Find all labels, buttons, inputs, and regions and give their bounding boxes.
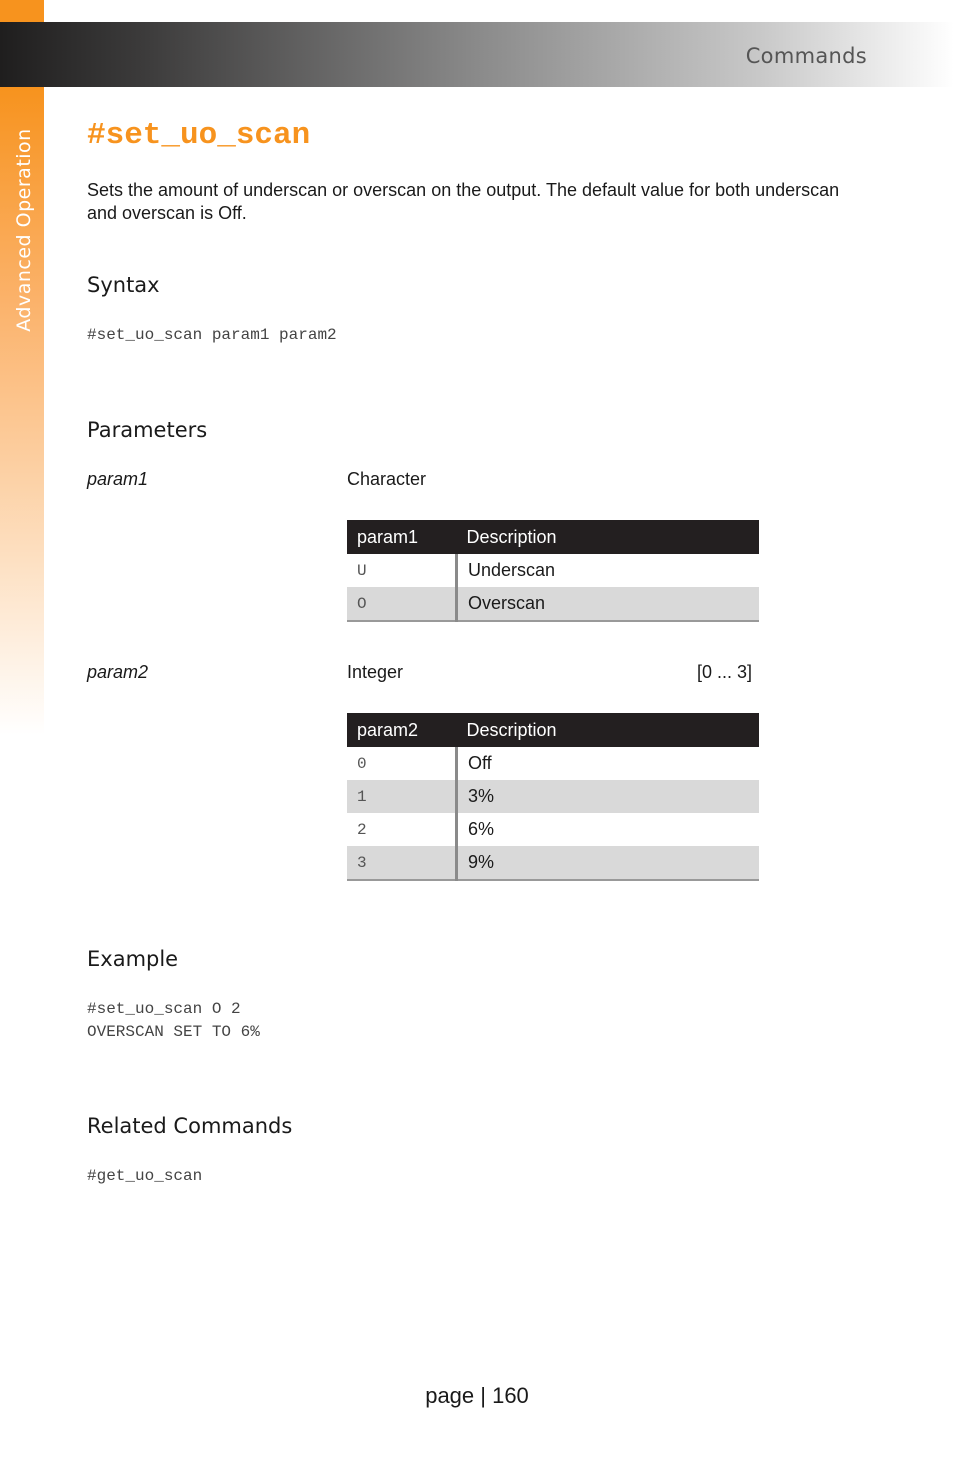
table-header-cell: param2 [347,713,457,747]
table-header-row [347,713,759,747]
header-title: Commands [745,44,867,68]
param-description-cell: 6% [468,819,495,839]
syntax-code: #set_uo_scan param1 param2 [87,326,337,344]
param1-name: param1 [87,469,149,489]
example-code-line: #set_uo_scan O 2 [87,1000,241,1018]
sidebar-label: Advanced Operation [13,128,35,332]
param-description-cell: Underscan [468,560,556,580]
command-description: Sets the amount of underscan or overscan on the output. The default value for both underscan and overscan is Off. [87,180,840,223]
table-row [347,846,759,880]
related-command-code: #get_uo_scan [87,1167,203,1185]
table-row [347,554,759,587]
table-row [347,780,759,813]
param1-table [347,520,759,622]
param2-table [347,713,759,881]
table-header-cell: Description [457,520,760,554]
param-description-cell: 9% [457,846,760,880]
sidebar-tab [0,0,44,735]
table-header-cell: param1 [347,520,457,554]
example-heading: Example [87,947,179,971]
param-description-cell: 3% [457,780,760,813]
param-value-cell: 0 [347,747,457,780]
param2-range: [0 ... 3] [696,662,752,682]
param-value-cell: U [347,554,457,587]
param1-type: Character [347,469,427,489]
param2-type: Integer [347,662,404,682]
parameters-heading: Parameters [87,418,208,442]
page-number: page | 160 [425,1383,529,1408]
syntax-heading: Syntax [87,273,160,297]
example-code-line: OVERSCAN SET TO 6% [87,1023,260,1041]
table-header-row [347,520,759,554]
table-row [347,747,759,780]
param-value-cell: 1 [347,780,457,813]
param2-name: param2 [87,662,149,682]
related-commands-heading: Related Commands [87,1114,293,1138]
header-bar [0,22,954,87]
param-value-cell: 3 [347,846,457,880]
table-row [347,813,759,846]
table-row [347,587,759,621]
page-title: #set_uo_scan [87,118,311,153]
param-description-cell: Off [468,753,492,773]
param-value-cell: 2 [347,813,457,846]
param-value-cell: O [347,587,457,621]
param-description-cell: Overscan [457,587,760,621]
table-header-cell: Description [457,713,760,747]
